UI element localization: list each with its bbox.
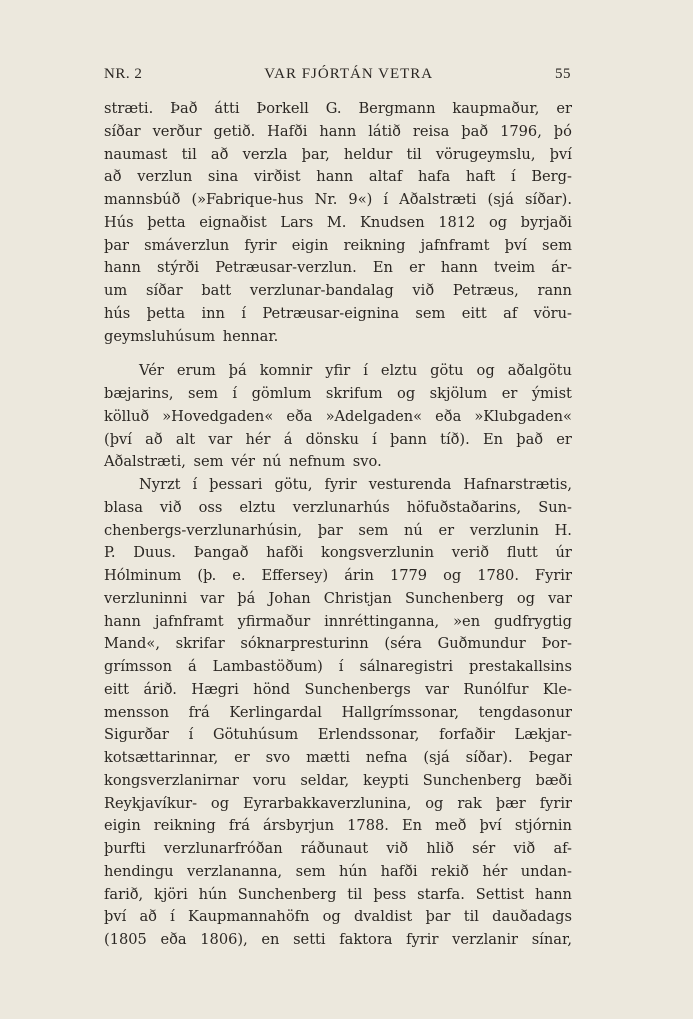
text-line: síðar verður getið. Hafði hann látið reisa það 1796, þó [104,122,572,140]
text-line: eitt árið. Hægri hönd Sunchenbergs var Runólfur Kle- [104,680,572,698]
text-line: þurfti verzlunarfróðan ráðunaut við hlið sér við af- [104,840,572,857]
text-line: Sigurðar í Götuhúsum Erlendssonar, forfaðir Lækjar- [104,726,572,744]
text-line: kölluð »Hovedgaden« eða »Adelgaden« eða »Klubgaden« [104,407,572,425]
text-line: Reykjavíkur- og Eyrarbakkaverzlunina, og rak þær fyrir [104,794,572,812]
text-line: P. Duus. Þangað hafði kongsverzlunin verið flutt úr [104,544,572,562]
body-text [104,98,572,952]
issue-number: NR. 2 [104,66,143,82]
text-line: um síðar batt verzlunar-bandalag við Petræus, rann [104,282,572,299]
text-line: blasa við oss elztu verzlunarhús höfuðstaðarins, Sun- [104,498,572,516]
text-line: þar smáverzlun fyrir eigin reikning jafnframt því sem [104,236,572,254]
text-line: farið, kjöri hún Sunchenberg til þess starfa. Settist hann [104,885,572,903]
paragraph-3 [104,474,572,952]
text-line: að verzlun sina virðist hann altaf hafa haft í Berg- [104,168,572,186]
running-header [104,66,571,88]
text-line: kotsættarinnar, er svo mætti nefna (sjá síðar). Þegar [104,749,572,766]
text-line: eigin reikning frá ársbyrjun 1788. En með því stjórnin [104,817,572,835]
text-line: grímsson á Lambastöðum) í sálnaregistri prestakallsins [104,658,572,675]
text-line: hendingu verzlananna, sem hún hafði rekið hér undan- [104,862,572,880]
text-line: kongsverzlanirnar voru seldar, keypti Sunchenberg bæði [104,771,572,789]
text-line: (1805 eða 1806), en setti faktora fyrir verzlanir sínar, [104,931,572,948]
paragraph-2 [104,360,572,474]
page-number: 55 [555,66,571,82]
text-line: Nyrzt í þessari götu, fyrir vesturenda Hafnarstrætis, [139,476,572,493]
text-line: mensson frá Kerlingardal Hallgrímssonar, tengdasonur [104,703,572,721]
text-line: bæjarins, sem í gömlum skrifum og skjölum er ýmist [104,385,572,402]
text-line: chenbergs-verzlunarhúsin, þar sem nú er verzlunin H. [104,521,572,539]
running-title: VAR FJÓRTÁN VETRA [264,66,434,82]
text-line: (því að alt var hér á dönsku í þann tíð). En það er [104,430,572,448]
text-line: Hús þetta eignaðist Lars M. Knudsen 1812 og byrjaði [104,213,572,231]
text-line: Vér erum þá komnir yfir í elztu götu og aðalgötu [139,362,572,380]
text-line: Hólminum (þ. e. Effersey) árin 1779 og 1780. Fyrir [104,567,572,584]
text-line: verzluninni var þá Johan Christjan Sunchenberg og var [104,589,572,607]
text-line: hann jafnframt yfirmaður innréttinganna, »en gudfrygtig [104,612,572,630]
text-line: Aðalstræti, sem vér nú nefnum svo. [104,453,382,471]
text-line: því að í Kaupmannahöfn og dvaldist þar til dauðadags [104,908,572,926]
text-line: mannsbúð (»Fabrique-hus Nr. 9«) í Aðalstræti (sjá síðar). [104,191,572,208]
text-line: stræti. Það átti Þorkell G. Bergmann kaupmaður, er [104,100,572,117]
text-line: hann stýrði Petræusar-verzlun. En er hann tveim ár- [104,259,572,277]
text-line: hús þetta inn í Petræusar-eignina sem eitt af vöru- [104,304,572,322]
paragraph-1 [104,98,572,348]
text-line: geymsluhúsum hennar. [104,327,279,345]
text-line: naumast til að verzla þar, heldur til vörugeymslu, því [104,145,572,163]
text-line: Mand«, skrifar sóknarpresturinn (séra Guðmundur Þor- [104,635,572,653]
